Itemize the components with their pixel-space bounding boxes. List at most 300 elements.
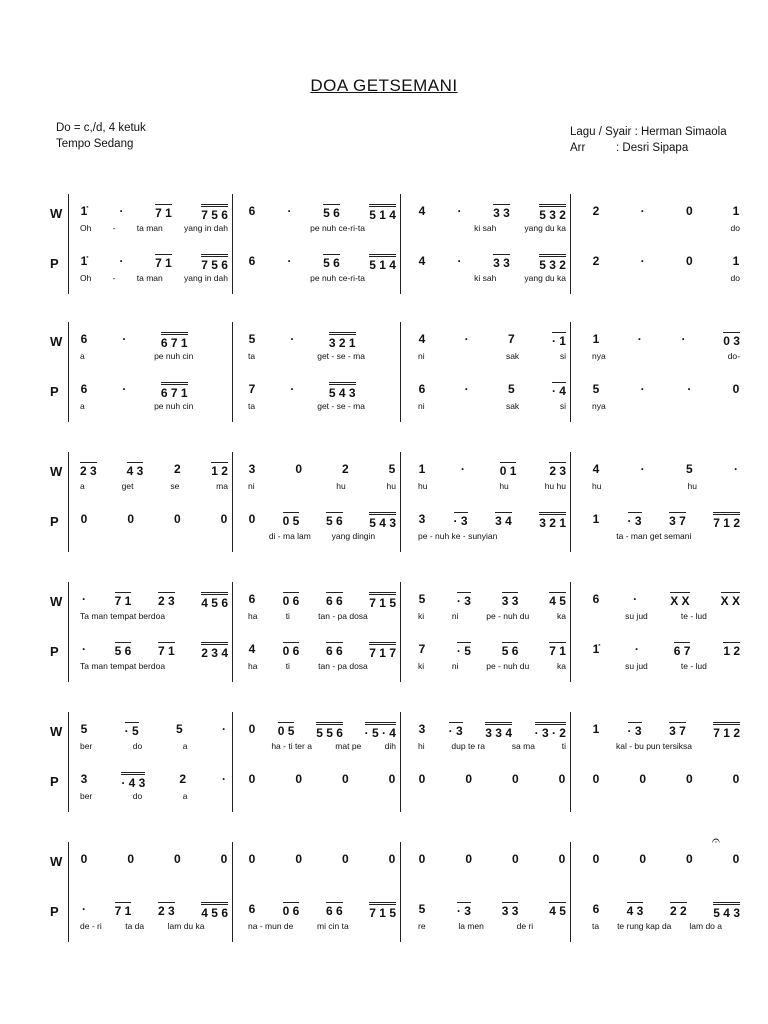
- measure-notes: [248, 772, 396, 786]
- staff-label-w: W: [50, 594, 63, 609]
- measure-notes: [248, 852, 396, 866]
- note-group: 3 3: [493, 256, 510, 270]
- note-group: 7: [418, 642, 426, 656]
- note-group: 2: [592, 204, 600, 218]
- note-group: 2 2: [669, 904, 687, 918]
- lyric-syllable: ni: [418, 401, 425, 411]
- measure-lyrics: [80, 791, 228, 801]
- lyric-syllable: pe nuh cin: [154, 401, 194, 411]
- lyric-syllable: a: [80, 481, 85, 491]
- note-group: · 3: [627, 724, 642, 738]
- note-group: 0: [732, 382, 740, 396]
- note-group: 1: [418, 462, 426, 476]
- measure-notes: [80, 642, 228, 660]
- note-group: [220, 332, 228, 350]
- lyric-syllable: di - ma lam: [268, 531, 311, 541]
- lyric-syllable: ti: [285, 611, 290, 621]
- lyric-syllable: sak: [505, 351, 520, 361]
- measure-notes: [592, 642, 740, 658]
- lyric-syllable: ha - ti ter a: [271, 741, 312, 751]
- lyric-syllable: ta: [248, 401, 256, 411]
- note-group: 7 1 7: [369, 642, 396, 660]
- note-group: 5 3 2: [539, 254, 566, 272]
- lyric-syllable: a: [80, 351, 85, 361]
- measure-lyrics: [592, 273, 740, 283]
- measure-lyrics: [418, 401, 566, 411]
- measure-lyrics: [248, 741, 396, 751]
- measure-notes: [80, 852, 228, 866]
- lyric-syllable: a: [80, 401, 85, 411]
- lyric-syllable: hi: [418, 741, 425, 751]
- lyric-syllable: yang du ka: [524, 223, 566, 233]
- note-group: 6: [592, 592, 600, 606]
- lyric-syllable: yang in dah: [184, 273, 228, 283]
- note-group: 6 7 1: [161, 382, 188, 400]
- measure-lyrics: [248, 921, 396, 931]
- note-group: 7 1: [155, 256, 172, 270]
- note-group: ·: [119, 204, 124, 218]
- barline: [570, 194, 571, 294]
- note-group: 0: [80, 512, 88, 526]
- lyric-syllable: ni: [248, 481, 255, 491]
- measure-lyrics: [592, 531, 740, 541]
- measure-notes: [248, 462, 396, 476]
- note-group: 0 3: [723, 334, 740, 348]
- note-group: 0: [248, 852, 256, 866]
- note-group: ·: [122, 382, 127, 396]
- note-group: ·: [640, 254, 645, 268]
- lyric-syllable: ta man: [136, 273, 163, 283]
- note-group: · 3: [456, 904, 471, 918]
- note-group: 2 3: [549, 464, 566, 478]
- note-group: 5: [685, 462, 693, 476]
- note-group: 6: [418, 382, 426, 396]
- lyric-syllable: mat pe: [335, 741, 362, 751]
- measure-notes: [418, 254, 566, 272]
- lyric-syllable: lam do a: [689, 921, 722, 931]
- note-group: 1: [592, 722, 600, 736]
- note-group: [220, 382, 228, 400]
- barline: [400, 322, 401, 422]
- lyric-syllable: do-: [727, 351, 740, 361]
- lyric-syllable: ha: [248, 611, 258, 621]
- measure-lyrics: [80, 351, 228, 361]
- note-group: 0: [685, 204, 693, 218]
- measure-lyrics: [418, 351, 566, 361]
- note-group: 6 7: [673, 644, 691, 658]
- lyric-syllable: hu: [418, 481, 428, 491]
- lyric-syllable: pe - nuh ke - sunyian: [418, 531, 498, 541]
- note-group: ·: [287, 204, 292, 218]
- note-group: 0: [220, 852, 228, 866]
- note-group: 7 1 2: [713, 512, 740, 530]
- measure-lyrics: [418, 273, 566, 283]
- measure-notes: [418, 592, 566, 608]
- note-group: 7 5 6: [201, 204, 228, 222]
- note-group: 6 6: [325, 594, 343, 608]
- lyric-syllable: -: [112, 223, 116, 233]
- note-group: 5 1 4: [369, 204, 396, 222]
- measure-lyrics: [418, 611, 566, 621]
- lyric-syllable: ni: [418, 351, 425, 361]
- note-group: 3 3: [493, 206, 510, 220]
- note-group: 5: [80, 722, 88, 736]
- lyric-syllable: dih: [384, 741, 396, 751]
- lyric-syllable: mi cin ta: [317, 921, 349, 931]
- note-group: ·: [681, 332, 686, 346]
- note-group: · 5: [124, 724, 139, 738]
- lyric-syllable: nya: [592, 401, 606, 411]
- lyric-syllable: ta: [248, 351, 256, 361]
- note-group: 0: [295, 772, 302, 786]
- measure-notes: [80, 254, 228, 272]
- lyric-syllable: a: [182, 791, 188, 801]
- lyric-syllable: ki sah: [474, 223, 497, 233]
- note-group: ·: [464, 332, 469, 346]
- measure-lyrics: [80, 223, 228, 233]
- staff-label-p: P: [50, 904, 59, 919]
- lyric-syllable: ta: [592, 921, 600, 931]
- score-system: [44, 578, 748, 698]
- measure-lyrics: [248, 273, 396, 283]
- lyric-syllable: nya: [592, 351, 606, 361]
- measure-notes: [418, 204, 566, 222]
- measure-notes: [248, 642, 396, 660]
- measure-notes: [418, 332, 566, 348]
- measure-notes: [80, 382, 228, 400]
- note-group: · 5 · 4: [365, 722, 396, 740]
- note-group: 1: [732, 254, 740, 268]
- lyric-syllable: pe nuh ce-ri-ta: [310, 273, 365, 283]
- lyric-syllable: -: [112, 273, 116, 283]
- measure-notes: [592, 902, 740, 920]
- staff-label-w: W: [50, 724, 63, 739]
- note-group: 7 5 6: [201, 254, 228, 272]
- system-bracket: [68, 452, 69, 552]
- barline: [570, 322, 571, 422]
- note-group: ·: [733, 462, 738, 476]
- note-group: 0 5: [282, 514, 300, 528]
- barline: [232, 452, 233, 552]
- note-group: 0 6: [282, 594, 300, 608]
- lyric-syllable: hu: [336, 481, 346, 491]
- lyric-syllable: get - se - ma: [317, 351, 365, 361]
- measure-lyrics: [248, 481, 396, 491]
- note-group: 2: [173, 462, 181, 476]
- lyric-syllable: ni: [451, 661, 459, 671]
- measure-notes: [80, 592, 228, 610]
- note-group: 6: [248, 902, 256, 916]
- note-group: · 3: [456, 594, 471, 608]
- note-group: 3: [80, 772, 88, 786]
- score-system: [44, 708, 748, 828]
- note-group: 5 4 3: [369, 512, 396, 530]
- note-group: 3: [418, 722, 426, 736]
- note-group: 6: [592, 902, 600, 916]
- lyric-syllable: do: [132, 791, 143, 801]
- arranger-credit: [570, 140, 727, 156]
- note-group: 6 7 1: [161, 332, 188, 350]
- measure-notes: [592, 772, 740, 786]
- note-group: 3 3: [501, 594, 519, 608]
- note-group: [388, 332, 396, 350]
- note-group: ·: [82, 902, 86, 916]
- note-group: 0 6: [282, 644, 300, 658]
- note-group: 7 1: [549, 644, 566, 658]
- note-group: 0: [685, 852, 693, 866]
- measure-lyrics: [592, 661, 740, 671]
- note-group: 2: [592, 254, 600, 268]
- note-group: 0: [220, 512, 228, 526]
- note-group: · 1: [551, 334, 566, 348]
- measure-notes: [248, 722, 396, 740]
- measure-lyrics: [80, 661, 228, 671]
- arranger-name: : Desri Sipapa: [616, 142, 689, 154]
- note-group: 7: [248, 382, 256, 396]
- note-group: 0: [639, 772, 646, 786]
- note-group: 5 6: [323, 206, 340, 220]
- note-group: ·: [464, 382, 469, 396]
- note-group: 3 4: [495, 514, 512, 528]
- note-group: ·: [119, 254, 124, 268]
- barline: [570, 842, 571, 942]
- staff-label-w: W: [50, 854, 63, 869]
- note-group: 7 1: [157, 644, 175, 658]
- lyric-syllable: Oh: [80, 223, 92, 233]
- measure-notes: [80, 902, 228, 920]
- note-group: 0: [127, 852, 134, 866]
- lyric-syllable: si: [559, 351, 566, 361]
- note-group: ·: [82, 642, 86, 656]
- note-group: 0: [558, 772, 566, 786]
- measure-lyrics: [80, 481, 228, 491]
- lyric-syllable: tan - pa dosa: [318, 611, 368, 621]
- note-group: 0: [639, 852, 646, 866]
- note-group: 0 6: [282, 904, 300, 918]
- measure-notes: [248, 902, 396, 920]
- note-group: 6: [248, 204, 256, 218]
- note-group: ·: [290, 382, 295, 396]
- lyric-syllable: kal - bu pun tersiksa: [615, 741, 693, 751]
- note-group: ·: [287, 254, 292, 268]
- tempo: Tempo Sedang: [56, 138, 134, 150]
- note-group: ·: [82, 592, 86, 606]
- note-group: 0: [732, 772, 740, 786]
- score-system: [44, 448, 748, 568]
- lyric-syllable: do: [730, 273, 740, 283]
- lyric-syllable: ti: [561, 741, 566, 751]
- note-group: 4 5: [549, 904, 566, 918]
- note-group: 0 5: [277, 724, 295, 738]
- note-group: 2 3: [157, 594, 175, 608]
- note-group: 0: [127, 512, 134, 526]
- measure-notes: [418, 512, 566, 530]
- lyric-syllable: ber: [80, 791, 93, 801]
- measure-notes: [418, 642, 566, 658]
- note-group: 3 3: [501, 904, 519, 918]
- measure-notes: [592, 332, 740, 348]
- barline: [400, 712, 401, 812]
- staff-label-w: W: [50, 334, 63, 349]
- note-group: 7 1 5: [369, 592, 396, 610]
- note-group: 5: [507, 382, 515, 396]
- composer-credit: Lagu / Syair : Herman Simaola: [570, 126, 727, 138]
- measure-lyrics: [248, 223, 396, 233]
- lyric-syllable: de ri: [516, 921, 534, 931]
- lyric-syllable: te - lud: [680, 611, 707, 621]
- note-group: 0: [80, 852, 88, 866]
- note-group: · 3: [627, 514, 642, 528]
- note-group: ·: [640, 382, 645, 396]
- measure-notes: [418, 902, 566, 918]
- measure-notes: [592, 512, 740, 530]
- note-group: 5: [418, 592, 426, 606]
- system-bracket: [68, 582, 69, 682]
- lyric-syllable: ni: [451, 611, 459, 621]
- note-group: ·: [457, 204, 462, 218]
- lyric-syllable: re: [418, 921, 426, 931]
- note-group: 0: [418, 772, 426, 786]
- measure-lyrics: [592, 351, 740, 361]
- measure-notes: [248, 332, 396, 350]
- score-system: [44, 832, 748, 958]
- lyric-syllable: ki: [418, 611, 425, 621]
- note-group: · 5: [456, 644, 471, 658]
- note-group: 5 1 4: [369, 254, 396, 272]
- note-group: 0: [685, 772, 693, 786]
- note-group: 6: [80, 382, 88, 396]
- measure-lyrics: [592, 611, 740, 621]
- measure-lyrics: [418, 531, 566, 541]
- measure-notes: [248, 592, 396, 610]
- note-group: 1̇: [80, 204, 88, 218]
- measure-notes: [418, 852, 566, 866]
- note-group: 5: [418, 902, 426, 916]
- note-group: 6: [80, 332, 88, 346]
- measure-lyrics: [592, 921, 740, 931]
- note-group: 0: [592, 772, 600, 786]
- measure-lyrics: [418, 921, 566, 931]
- note-group: 4: [248, 642, 256, 656]
- measure-notes: [80, 512, 228, 526]
- lyric-syllable: te rung kap da: [617, 921, 672, 931]
- note-group: 0: [732, 852, 740, 866]
- measure-notes: [592, 592, 740, 608]
- note-group: 4 3: [626, 904, 644, 918]
- note-group: · 4 3: [121, 772, 145, 790]
- measure-lyrics: [80, 273, 228, 283]
- measure-lyrics: [418, 741, 566, 751]
- note-group: 5 4 3: [713, 902, 740, 920]
- barline: [400, 452, 401, 552]
- note-group: 0: [388, 772, 396, 786]
- note-group: · 4: [551, 384, 566, 398]
- lyric-syllable: la men: [458, 921, 484, 931]
- lyric-syllable: hu: [499, 481, 509, 491]
- note-group: 1: [592, 332, 600, 346]
- measure-lyrics: [418, 661, 566, 671]
- barline: [232, 712, 233, 812]
- note-group: ·: [640, 462, 645, 476]
- measure-notes: [80, 332, 228, 350]
- note-group: 0: [248, 722, 256, 736]
- staff-label-p: P: [50, 644, 59, 659]
- note-group: 1: [592, 512, 600, 526]
- note-group: 0: [592, 852, 600, 866]
- note-group: ·: [637, 332, 642, 346]
- measure-lyrics: [248, 611, 396, 621]
- lyric-syllable: Oh: [80, 273, 92, 283]
- lyric-syllable: te - lud: [680, 661, 707, 671]
- lyric-syllable: Ta man tempat berdoa: [80, 661, 166, 671]
- measure-notes: [248, 512, 396, 530]
- barline: [400, 582, 401, 682]
- system-bracket: [68, 712, 69, 812]
- lyric-syllable: get: [121, 481, 134, 491]
- note-group: 7 1: [114, 904, 132, 918]
- lyric-syllable: hu: [386, 481, 396, 491]
- note-group: 1̇: [80, 254, 88, 268]
- note-group: 4 5 6: [201, 902, 228, 920]
- measure-lyrics: [248, 661, 396, 671]
- system-bracket: [68, 322, 69, 422]
- note-group: 4 3: [126, 464, 144, 478]
- note-group: 0: [341, 772, 349, 786]
- note-group: 6 6: [325, 904, 343, 918]
- lyric-syllable: su jud: [625, 661, 648, 671]
- lyric-syllable: Ta man tempat berdoa: [80, 611, 166, 621]
- barline: [232, 194, 233, 294]
- lyric-syllable: si: [559, 401, 566, 411]
- system-bracket: [68, 194, 69, 294]
- barline: [400, 194, 401, 294]
- measure-lyrics: [80, 611, 228, 621]
- measure-notes: [248, 204, 396, 222]
- measure-lyrics: [248, 351, 396, 361]
- note-group: 7: [507, 332, 515, 346]
- note-group: 3: [418, 512, 426, 526]
- note-group: X X: [720, 594, 740, 608]
- lyric-syllable: ber: [80, 741, 93, 751]
- lyric-syllable: dup te ra: [451, 741, 485, 751]
- barline: [232, 322, 233, 422]
- measure-notes: [592, 254, 740, 268]
- note-group: 2 3: [80, 464, 97, 478]
- note-group: · 3 · 2: [535, 722, 566, 740]
- note-group: 7 1 5: [369, 902, 396, 920]
- note-group: ·: [222, 772, 226, 786]
- note-group: 1 2: [723, 644, 740, 658]
- measure-notes: [592, 204, 740, 218]
- measure-notes: [418, 382, 566, 398]
- note-group: 2 3: [157, 904, 175, 918]
- measure-notes: [592, 852, 740, 866]
- staff-label-p: P: [50, 514, 59, 529]
- measure-lyrics: [80, 921, 228, 931]
- note-group: 0: [173, 512, 181, 526]
- measure-lyrics: [80, 401, 228, 411]
- note-group: 7 1: [114, 594, 132, 608]
- lyric-syllable: na - mun de: [248, 921, 294, 931]
- measure-notes: [592, 462, 740, 476]
- measure-lyrics: [418, 481, 566, 491]
- note-group: 4: [418, 332, 426, 346]
- lyric-syllable: ki: [418, 661, 425, 671]
- barline: [400, 842, 401, 942]
- note-group: 5: [175, 722, 183, 736]
- lyric-syllable: pe nuh ce-ri-ta: [310, 223, 365, 233]
- lyric-syllable: sa ma: [511, 741, 535, 751]
